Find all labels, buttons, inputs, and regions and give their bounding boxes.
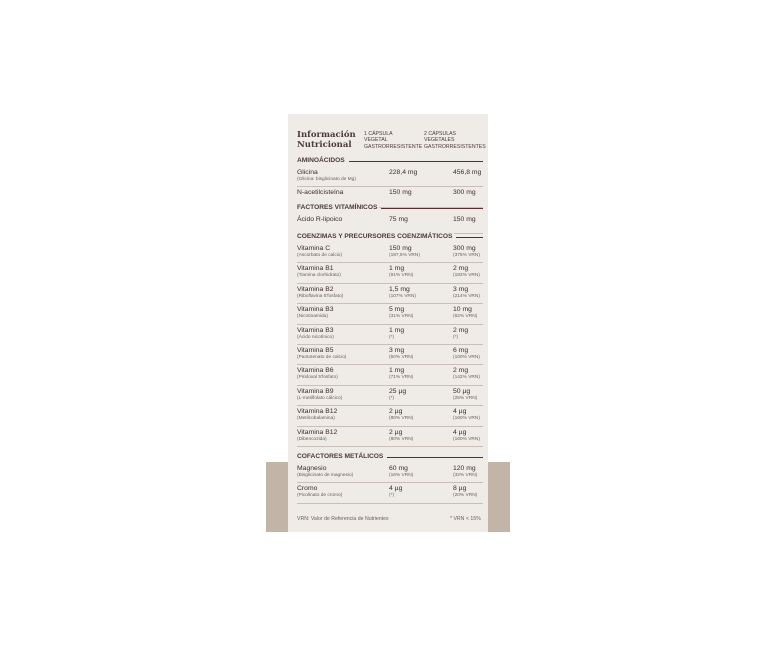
vrn-1-capsule: (16% VRN) [389, 473, 414, 478]
nutrient-name: Ácido R-lipoico [297, 216, 343, 223]
nutrient-source: (Glicina: bisglicinato de Mg) [297, 177, 356, 182]
nutrient-source: (Ácido nicotínico) [297, 334, 334, 340]
footnote-vrn: VRN: Valor de Referencia de Nutrientes [297, 516, 389, 522]
amount-1-capsule: 3 mg [389, 347, 405, 354]
nutrient-name: Cromo [297, 485, 318, 493]
nutrient-source: (Riboflavina 5'fosfato) [297, 293, 344, 299]
nutrient-source: (L-metilfolato cálcico) [297, 395, 343, 401]
amount-2-capsules: 2 mg [453, 367, 469, 375]
amount-2-capsules: 4 µg [453, 428, 467, 436]
section-label: AMINOÁCIDOS [297, 157, 345, 164]
nutrient-source: (Ascorbato de calcio) [297, 253, 343, 258]
section-label: COENZIMAS Y PRECURSORES COENZIMÁTICOS [297, 233, 453, 240]
nutrient-source: (Pantotenato de calcio) [297, 355, 347, 360]
column-header-1-capsule: 1 CÁPSULA VEGETAL GASTRORRESISTENTE [364, 131, 423, 150]
vrn-1-capsule: (187,5% VRN) [389, 253, 420, 258]
amount-1-capsule: 5 mg [389, 306, 405, 314]
section-rule [349, 161, 483, 162]
nutrient-row [297, 386, 483, 406]
section-rule [456, 237, 483, 238]
nutrient-name: Glicina [297, 169, 318, 176]
section-header [297, 157, 483, 167]
vrn-1-capsule: (80% VRN) [389, 416, 414, 422]
vrn-1-capsule: (*) [389, 395, 395, 401]
nutrient-source: (Picolinato de cromo) [297, 493, 343, 499]
footnote-asterisk: * VRN < 15% [450, 516, 481, 522]
amount-2-capsules: 120 mg [453, 465, 476, 472]
vrn-2-capsules: (62% VRN) [453, 314, 478, 320]
vrn-1-capsule: (80% VRN) [389, 436, 414, 442]
nutrient-row [297, 365, 483, 385]
section-header [297, 453, 483, 463]
nutrient-row [297, 263, 483, 283]
nutrient-row [297, 284, 483, 304]
amount-1-capsule: 4 µg [389, 485, 403, 493]
label-header [297, 130, 487, 160]
nutrient-source: (Metilcobalamina) [297, 416, 335, 422]
vrn-2-capsules: (*) [453, 334, 459, 340]
nutrient-source: (Dibencozida) [297, 436, 327, 442]
amount-1-capsule: 75 mg [389, 216, 408, 223]
nutrient-name: Vitamina C [297, 245, 331, 252]
nutrient-name: Vitamina B1 [297, 265, 334, 273]
amount-2-capsules: 150 mg [453, 216, 476, 223]
amount-2-capsules: 3 mg [453, 285, 469, 293]
amount-1-capsule: 60 mg [389, 465, 408, 472]
amount-2-capsules: 300 mg [453, 189, 476, 197]
vrn-1-capsule: (107% VRN) [389, 293, 416, 299]
vrn-1-capsule: (31% VRN) [389, 314, 414, 320]
amount-2-capsules: 8 µg [453, 485, 467, 493]
nutrient-row [297, 243, 483, 263]
nutrient-row [297, 304, 483, 324]
nutrient-name: Magnesio [297, 465, 327, 472]
vrn-2-capsules: (142% VRN) [453, 375, 480, 381]
section-header [297, 233, 483, 243]
amount-1-capsule: 1 mg [389, 265, 405, 273]
nutrient-name: N-acetilcisteína [297, 189, 344, 197]
title-line-1: Información [297, 130, 356, 140]
amount-1-capsule: 1,5 mg [389, 285, 410, 293]
amount-2-capsules: 4 µg [453, 408, 467, 416]
nutrient-name: Vitamina B5 [297, 347, 334, 354]
title-line-2: Nutricional [297, 140, 352, 150]
vrn-1-capsule: (*) [389, 334, 395, 340]
amount-2-capsules: 456,8 mg [453, 169, 482, 176]
row-divider [297, 446, 483, 447]
amount-2-capsules: 10 mg [453, 306, 472, 314]
nutrient-row [297, 325, 483, 345]
amount-1-capsule: 228,4 mg [389, 169, 418, 176]
vrn-2-capsules: (214% VRN) [453, 293, 480, 299]
section-label: FACTORES VITAMÍNICOS [297, 204, 378, 211]
column-header-2-capsules: 2 CÁPSULAS VEGETALES GASTRORRESISTENTES [424, 131, 486, 150]
nutrient-row [297, 483, 483, 503]
vrn-1-capsule: (91% VRN) [389, 273, 414, 279]
amount-2-capsules: 2 mg [453, 326, 469, 334]
amount-1-capsule: 25 µg [389, 387, 407, 395]
vrn-2-capsules: (375% VRN) [453, 253, 480, 258]
vrn-2-capsules: (100% VRN) [453, 355, 480, 360]
amount-1-capsule: 2 µg [389, 428, 403, 436]
amount-1-capsule: 150 mg [389, 189, 412, 197]
section-rule [381, 208, 483, 209]
section-label: COFACTORES METÁLICOS [297, 453, 384, 460]
vrn-1-capsule: (71% VRN) [389, 375, 414, 381]
nutrient-row [297, 214, 483, 234]
section-rule [387, 457, 483, 458]
vrn-2-capsules: (32% VRN) [453, 473, 478, 478]
nutrient-name: Vitamina B12 [297, 428, 338, 436]
nutrient-name: Vitamina B12 [297, 408, 338, 416]
nutrient-source: (Nicotinamida) [297, 314, 328, 320]
amount-2-capsules: 6 mg [453, 347, 469, 354]
vrn-2-capsules: (25% VRN) [453, 395, 478, 401]
nutrient-name: Vitamina B3 [297, 326, 334, 334]
nutrient-row [297, 167, 483, 187]
nutrient-row [297, 463, 483, 483]
amount-1-capsule: 2 µg [389, 408, 403, 416]
nutrient-name: Vitamina B6 [297, 367, 334, 375]
amount-2-capsules: 50 µg [453, 387, 471, 395]
amount-1-capsule: 1 mg [389, 326, 405, 334]
nutrient-source: (Tiamina clorhidrato) [297, 273, 341, 279]
nutrient-source: (Bisglicinato de magnesio) [297, 473, 354, 478]
nutrient-source: (Piridoxal 5'fosfato) [297, 375, 338, 381]
amount-2-capsules: 2 mg [453, 265, 469, 273]
nutrient-row [297, 406, 483, 426]
vrn-1-capsule: (*) [389, 493, 395, 499]
nutrient-row [297, 427, 483, 447]
amount-2-capsules: 300 mg [453, 245, 476, 252]
nutrient-name: Vitamina B9 [297, 387, 334, 395]
nutrient-name: Vitamina B3 [297, 306, 334, 314]
vrn-2-capsules: (182% VRN) [453, 273, 480, 279]
amount-1-capsule: 1 mg [389, 367, 405, 375]
amount-1-capsule: 150 mg [389, 245, 412, 252]
row-divider [297, 503, 483, 504]
nutrient-row [297, 345, 483, 365]
nutrition-label [288, 114, 488, 532]
nutrient-name: Vitamina B2 [297, 285, 334, 293]
vrn-2-capsules: (160% VRN) [453, 416, 480, 422]
vrn-2-capsules: (20% VRN) [453, 493, 478, 499]
vrn-1-capsule: (50% VRN) [389, 355, 414, 360]
section-header [297, 204, 483, 214]
vrn-2-capsules: (160% VRN) [453, 436, 480, 442]
